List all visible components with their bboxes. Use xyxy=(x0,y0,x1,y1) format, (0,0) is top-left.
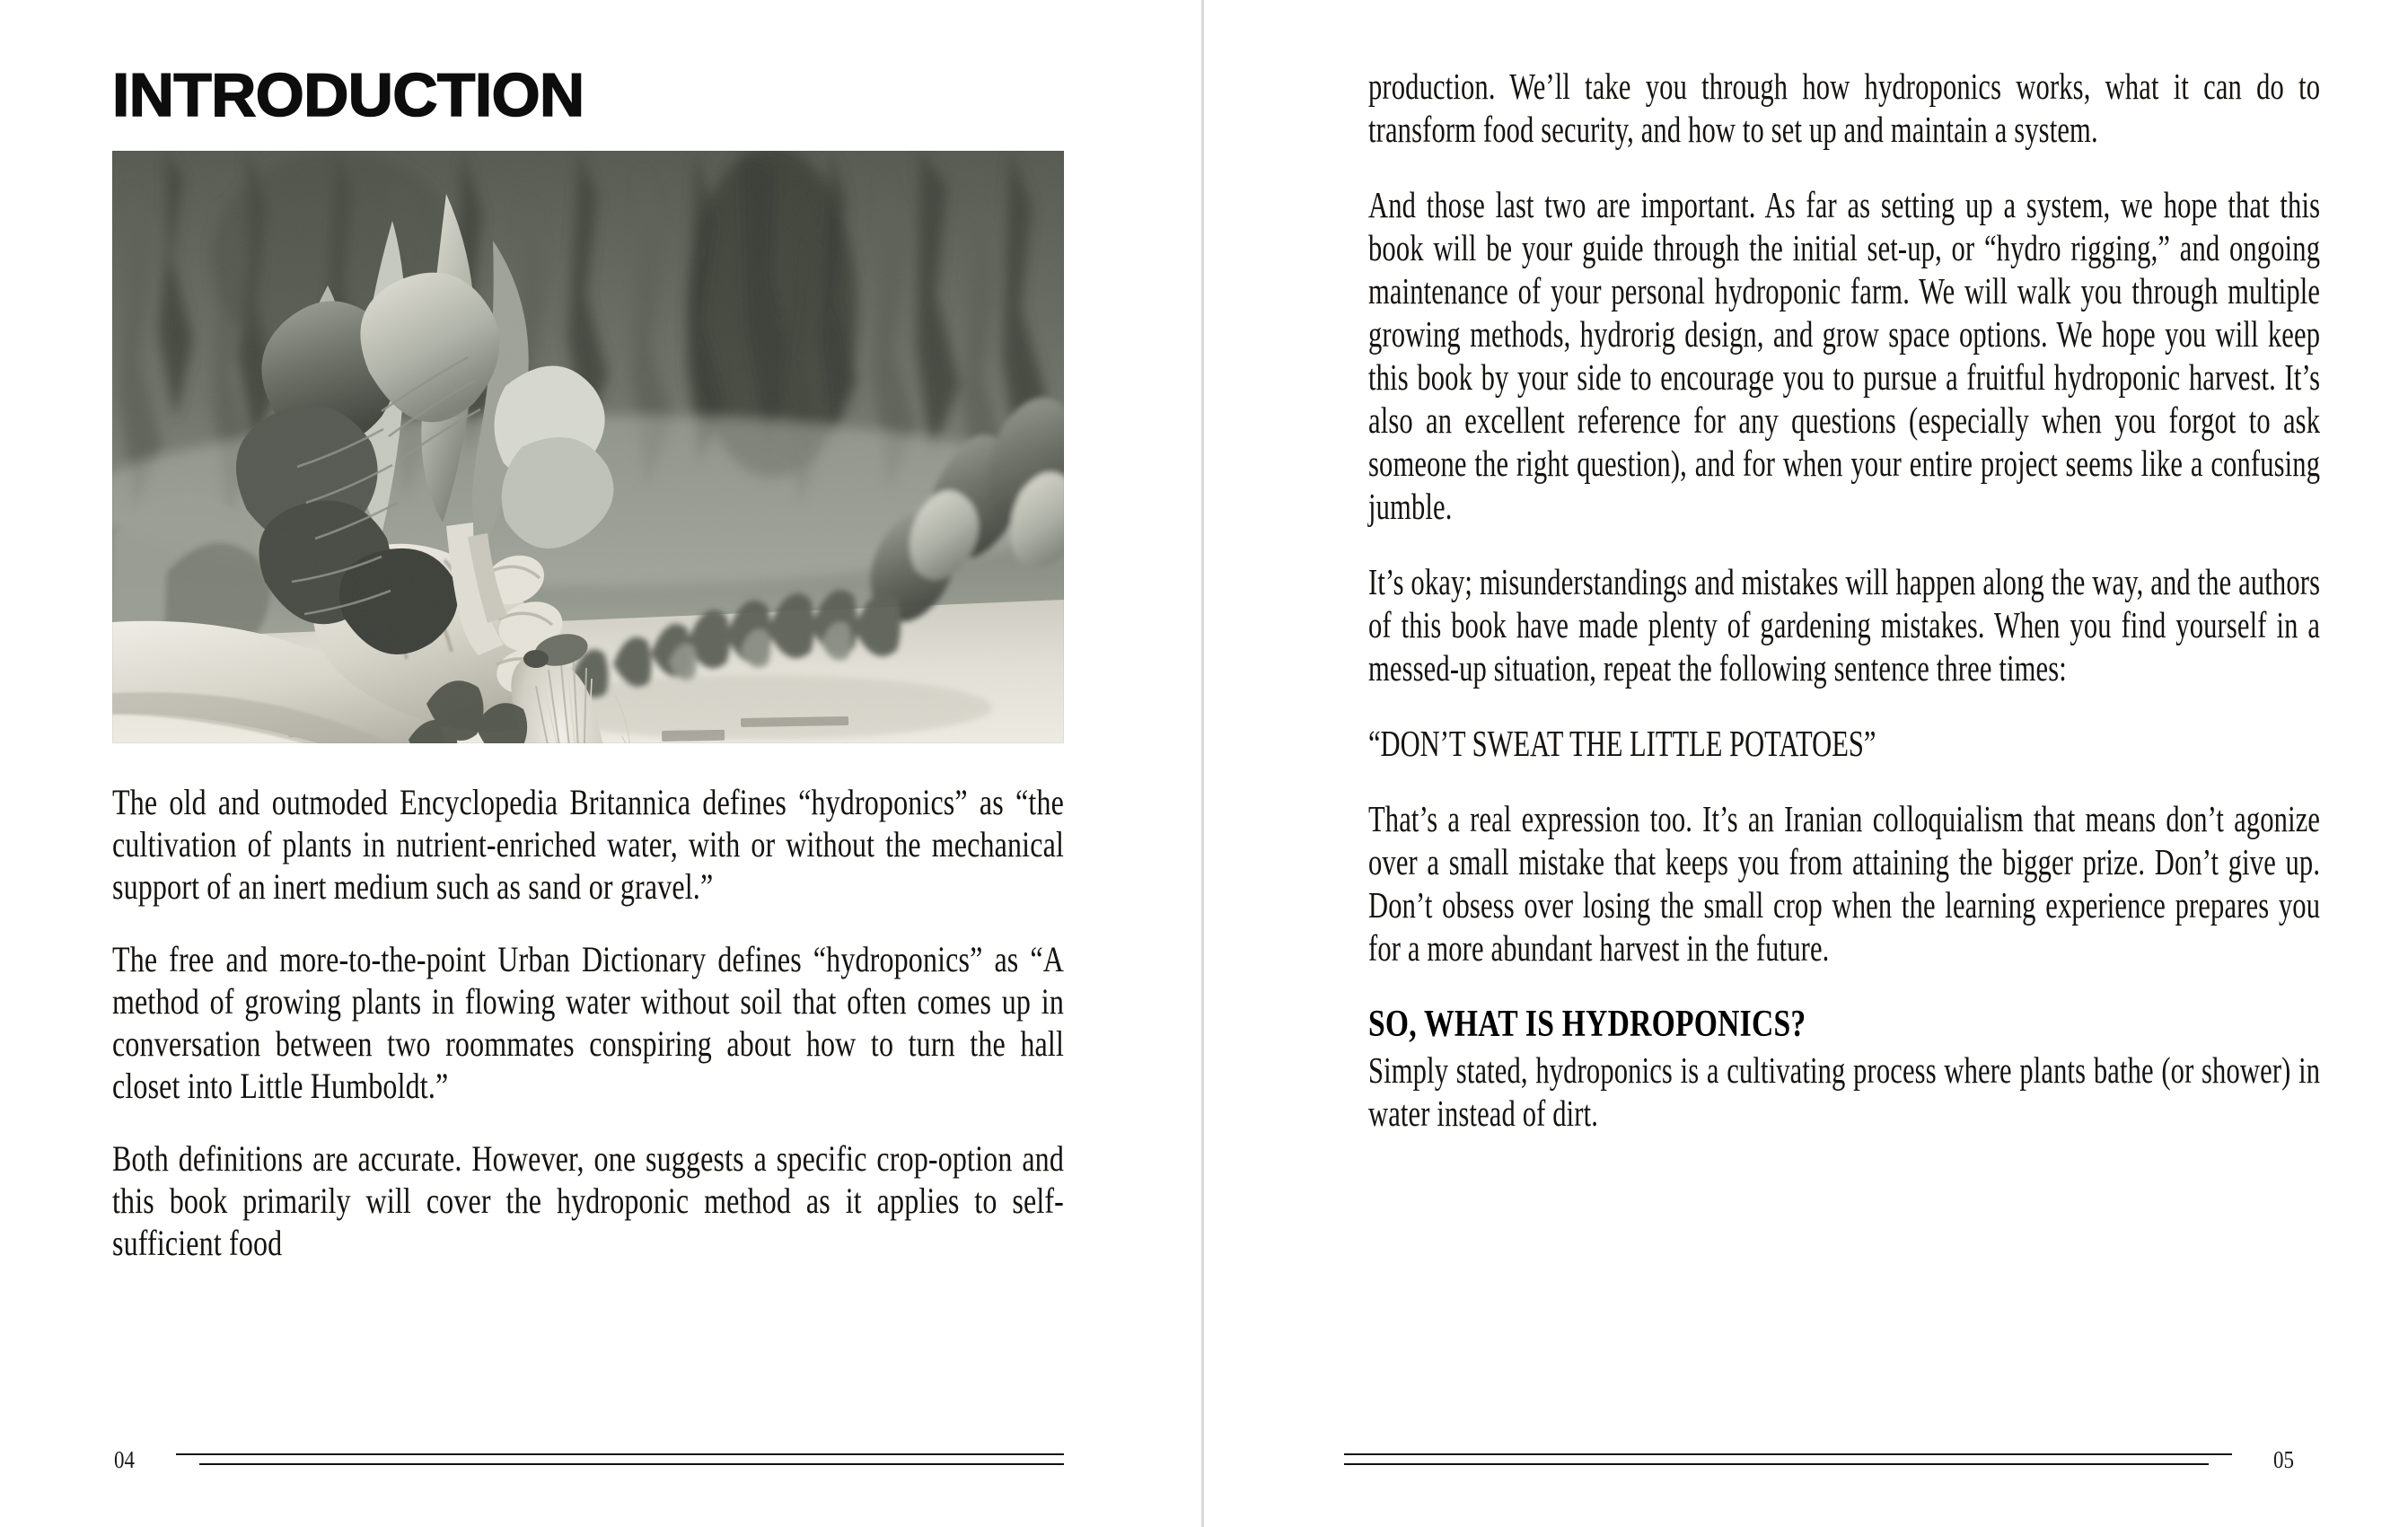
page-right xyxy=(1204,0,2408,1527)
page-number: 05 xyxy=(2273,1445,2294,1473)
paragraph: production. We’ll take you through how hydroponics works, what it can do to transform food security, and how to set up and maintain a system. xyxy=(1368,66,2321,150)
footer-rule-top xyxy=(1344,1453,2232,1455)
right-page-content xyxy=(1368,65,2320,1167)
footer-right xyxy=(1344,1439,2296,1480)
paragraph: Simply stated, hydroponics is a cultivating process where plants bathe (or shower) in water instead of dirt. xyxy=(1368,1049,2321,1134)
footer-rule-bottom xyxy=(199,1463,1064,1465)
paragraph: The old and outmoded Encyclopedia Britannica defines “hydroponics” as “the cultivation of plants in nutrient-enriched water, with or without the mechanical support of an inert medium such as sand or gravel.” xyxy=(112,782,1064,907)
footer-rule-top xyxy=(176,1453,1064,1455)
footer-rule-ornament xyxy=(1344,1450,2232,1470)
introduction-photo xyxy=(112,151,1064,743)
paragraph: The free and more-to-the-point Urban Dictionary defines “hydroponics” as “A method of growing plants in flowing water without soil that often comes up in conversation between two roommates conspiring about how to turn the hall closet into Little Humboldt.” xyxy=(112,939,1064,1106)
paragraph: That’s a real expression too. It’s an Iranian colloquialism that means don’t agonize over a small mistake that keeps you from attaining the bigger prize. Don’t give up. Don’t obsess over losing the small crop when the learning experience prepares you for a more abundant harvest in the future. xyxy=(1368,798,2321,969)
page-number: 04 xyxy=(114,1445,135,1473)
chapter-title: INTRODUCTION xyxy=(112,61,584,129)
paragraph: Both definitions are accurate. However, one suggests a specific crop-option and this book primarily will cover the hydroponic method as it applies to self-sufficient food xyxy=(112,1138,1064,1263)
footer-rule-ornament xyxy=(176,1450,1064,1470)
paragraph: It’s okay; misunderstandings and mistakes will happen along the way, and the authors of this book have made plenty of gardening mistakes. When you find yourself in a messed-up situation, repeat the following sentence three times: xyxy=(1368,561,2321,689)
paragraph: And those last two are important. As far as setting up a system, we hope that this book will be your guide through the initial set-up, or “hydro rigging,” and ongoing maintenance of your personal hydroponic farm. We will walk you through multiple growing methods, hydrorig design, and grow space options. We hope you will keep this book by your side to encourage you to pursue a fruitful hydroponic harvest. It’s also an excellent reference for any questions (especially when you forgot to ask someone the right question), and for when your entire project seems like a confusing jumble. xyxy=(1368,184,2321,527)
pull-quote: “DON’T SWEAT THE LITTLE POTATOES” xyxy=(1368,723,1876,764)
left-page-content xyxy=(112,61,1064,1264)
page-left xyxy=(0,0,1201,1527)
section-subheading: SO, WHAT IS HYDROPONICS? xyxy=(1368,1004,1806,1045)
lettuce-harvest-photo-graphic xyxy=(112,151,1064,743)
footer-left xyxy=(112,1439,1064,1480)
footer-rule-bottom xyxy=(1344,1463,2209,1465)
